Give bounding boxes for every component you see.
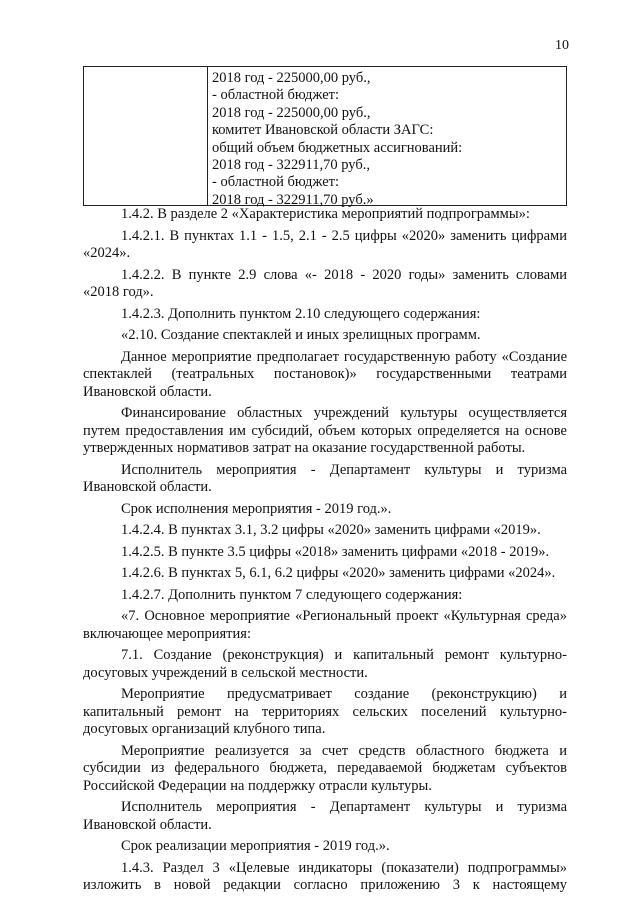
table-line: - областной бюджет: [212, 87, 340, 104]
table-line: 2018 год - 322911,70 руб., [212, 157, 370, 174]
paragraph: Срок реализации мероприятия - 2019 год.». [121, 838, 390, 854]
paragraph: 1.4.2.3. Дополнить пунктом 2.10 следующего содержания: [121, 305, 481, 322]
table-line: комитет Ивановской области ЗАГС: [212, 122, 434, 139]
table-line: 2018 год - 225000,00 руб., [212, 70, 371, 86]
paragraph: «2.10. Создание спектаклей и иных зрелищных программ. [121, 327, 481, 343]
paragraph: Срок исполнения мероприятия - 2019 год.». [121, 500, 392, 517]
table-line: - областной бюджет: [212, 174, 340, 191]
paragraph: Финансирование областных учреждений культуры осуществляется путем предоставления им субсидий, объем которых определяется на основе утвержденных нормативов затрат на оказание государственной работы. [83, 405, 567, 456]
table-line: общий объем бюджетных ассигнований: [212, 139, 463, 156]
paragraph: Данное мероприятие предполагает государственную работу «Создание спектаклей (театральных постановок)» государственными театрами Ивановской области. [83, 348, 567, 400]
table-line: 2018 год - 322911,70 руб.» [212, 191, 374, 208]
budget-table [83, 66, 567, 206]
paragraph: Мероприятие реализуется за счет средств областного бюджета и субсидии из федерального бюджета, передаваемой бюджетам субъектов Российской Федерации на поддержку отрасли культуры. [83, 742, 567, 794]
paragraph: 1.4.2.1. В пунктах 1.1 - 1.5, 2.1 - 2.5 цифры «2020» заменить цифрами «2024». [83, 227, 567, 261]
document-body [83, 206, 567, 895]
paragraph: 1.4.2.5. В пункте 3.5 цифры «2018» заменить цифрами «2018 - 2019». [121, 543, 550, 560]
paragraph: Мероприятие предусматривает создание (реконструкцию) и капитальный ремонт на территориях сельских поселений культурно-досуговых организаций клубного типа. [83, 686, 567, 737]
table-cell-funding [212, 70, 462, 209]
table-column-divider [207, 67, 208, 205]
paragraph: 1.4.2.4. В пунктах 3.1, 3.2 цифры «2020» заменить цифрами «2019». [121, 522, 541, 538]
paragraph: 7.1. Создание (реконструкция) и капитальный ремонт культурно-досуговых учреждений в сельской местности. [83, 647, 567, 681]
paragraph: 1.4.2.6. В пунктах 5, 6.1, 6.2 цифры «2020» заменить цифрами «2024». [121, 565, 556, 581]
paragraph: 1.4.2.2. В пункте 2.9 слова «- 2018 - 2020 годы» заменить словами «2018 год». [83, 266, 567, 300]
paragraph: Исполнитель мероприятия - Департамент культуры и туризма Ивановской области. [83, 799, 567, 833]
paragraph: Исполнитель мероприятия - Департамент культуры и туризма Ивановской области. [83, 461, 567, 495]
paragraph: 1.4.2.7. Дополнить пунктом 7 следующего содержания: [121, 586, 463, 603]
paragraph: 1.4.3. Раздел 3 «Целевые индикаторы (показатели) подпрограммы» изложить в новой редакции согласно приложению 3 к настоящему [83, 859, 567, 893]
table-line: 2018 год - 225000,00 руб., [212, 104, 371, 121]
paragraph: 1.4.2. В разделе 2 «Характеристика мероприятий подпрограммы»: [121, 206, 530, 222]
paragraph: «7. Основное мероприятие «Региональный проект «Культурная среда» включающее мероприятия: [83, 608, 567, 642]
page-number: 10 [555, 38, 569, 53]
